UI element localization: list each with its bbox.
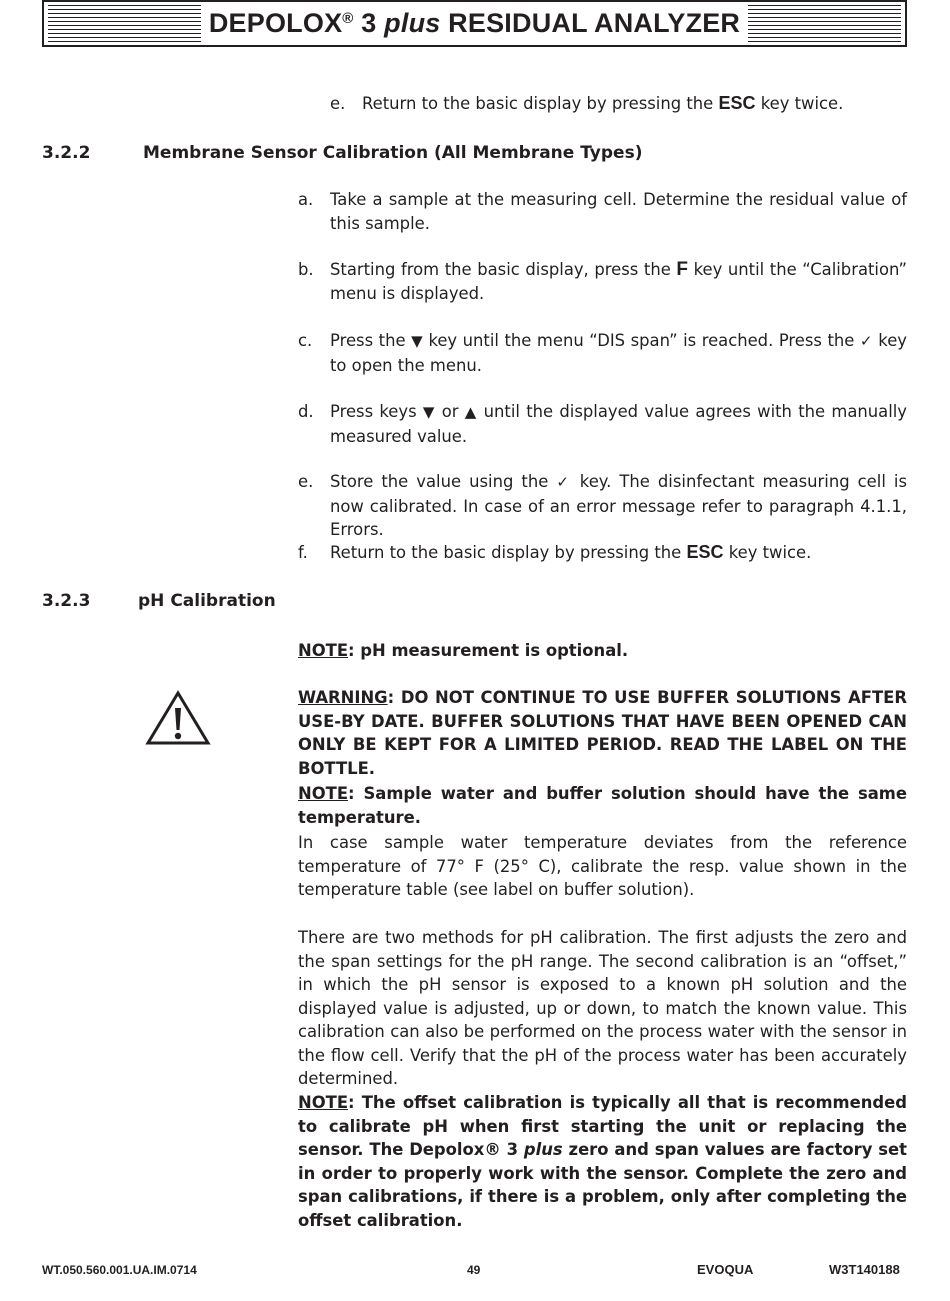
checkmark-icon: ✓ xyxy=(859,332,873,350)
warning-buffer-solutions: WARNING: DO NOT CONTINUE TO USE BUFFER SOLUTIONS AFTER USE-BY DATE. BUFFER SOLUTIONS THAT HAVE BEEN OPENED CAN ONLY BE KEPT FOR A LIMITED PERIOD. READ THE LABEL ON THE BOTTLE. xyxy=(298,688,907,778)
up-arrow-icon: ▲ xyxy=(464,403,478,421)
footer-doc-number: WT.050.560.001.UA.IM.0714 xyxy=(42,1263,197,1277)
header-decoration-left xyxy=(48,5,201,42)
footer-page-number: 49 xyxy=(467,1263,481,1277)
paragraph-calibration-methods: There are two methods for pH calibration. The first adjusts the zero and the span settings for the pH range. The second calibration is an “offset,” in which the pH sensor is exposed to a known pH solution and the displayed value is adjusted, up or down, to match the known value. This calibration can also be performed on the process water with the sensor in the flow cell. Verify that the pH of the process water has been accurately determined. xyxy=(298,928,907,1088)
header-decoration-right xyxy=(748,5,901,42)
header-title: DEPOLOX® 3 plus RESIDUAL ANALYZER xyxy=(205,8,744,39)
footer-code: W3T140188 xyxy=(829,1262,900,1277)
section-heading-3-2-2: 3.2.2 Membrane Sensor Calibration (All Membrane Types) xyxy=(42,143,643,163)
step-e: e. Store the value using the ✓ key. The disinfectant measuring cell is now calibrated. In case of an error message refer to paragraph 4.1.1, Errors. xyxy=(298,472,907,539)
checkmark-icon: ✓ xyxy=(556,473,572,491)
step-a: a. Take a sample at the measuring cell. Determine the residual value of this sample. xyxy=(298,190,907,233)
paragraph-temperature-deviation: In case sample water temperature deviates from the reference temperature of 77° F (25° C), calibrate the resp. value shown in the temperature table (see label on buffer solution). xyxy=(298,833,907,899)
note-offset-calibration: NOTE: The offset calibration is typically all that is recommended to calibrate pH when first starting the unit or replacing the sensor. The Depolox® 3 plus zero and span values are factory set in order to properly work with the sensor. Complete the zero and span calibrations, if there is a problem, only after completing the offset calibration. xyxy=(298,1093,907,1230)
step-e-return: e. Return to the basic display by pressing the ESC key twice. xyxy=(330,93,844,113)
down-arrow-icon: ▼ xyxy=(411,332,423,350)
note-temperature: NOTE: Sample water and buffer solution should have the same temperature. xyxy=(298,784,907,827)
page-header xyxy=(42,0,907,47)
step-c: c. Press the ▼ key until the menu “DIS span” is reached. Press the ✓ key to open the menu. xyxy=(298,331,907,375)
section-heading-3-2-3: 3.2.3 pH Calibration xyxy=(42,591,276,611)
footer-brand: EVOQUA xyxy=(697,1262,754,1277)
down-arrow-icon: ▼ xyxy=(422,403,436,421)
step-b: b. Starting from the basic display, press the F key until the “Calibration” menu is displayed. xyxy=(298,259,907,303)
note-ph-optional: NOTE: pH measurement is optional. xyxy=(298,641,629,660)
step-f: f. Return to the basic display by pressing the ESC key twice. xyxy=(298,542,812,562)
step-d: d. Press keys ▼ or ▲ until the displayed value agrees with the manually measured value. xyxy=(298,402,907,446)
warning-triangle-icon xyxy=(145,690,211,746)
